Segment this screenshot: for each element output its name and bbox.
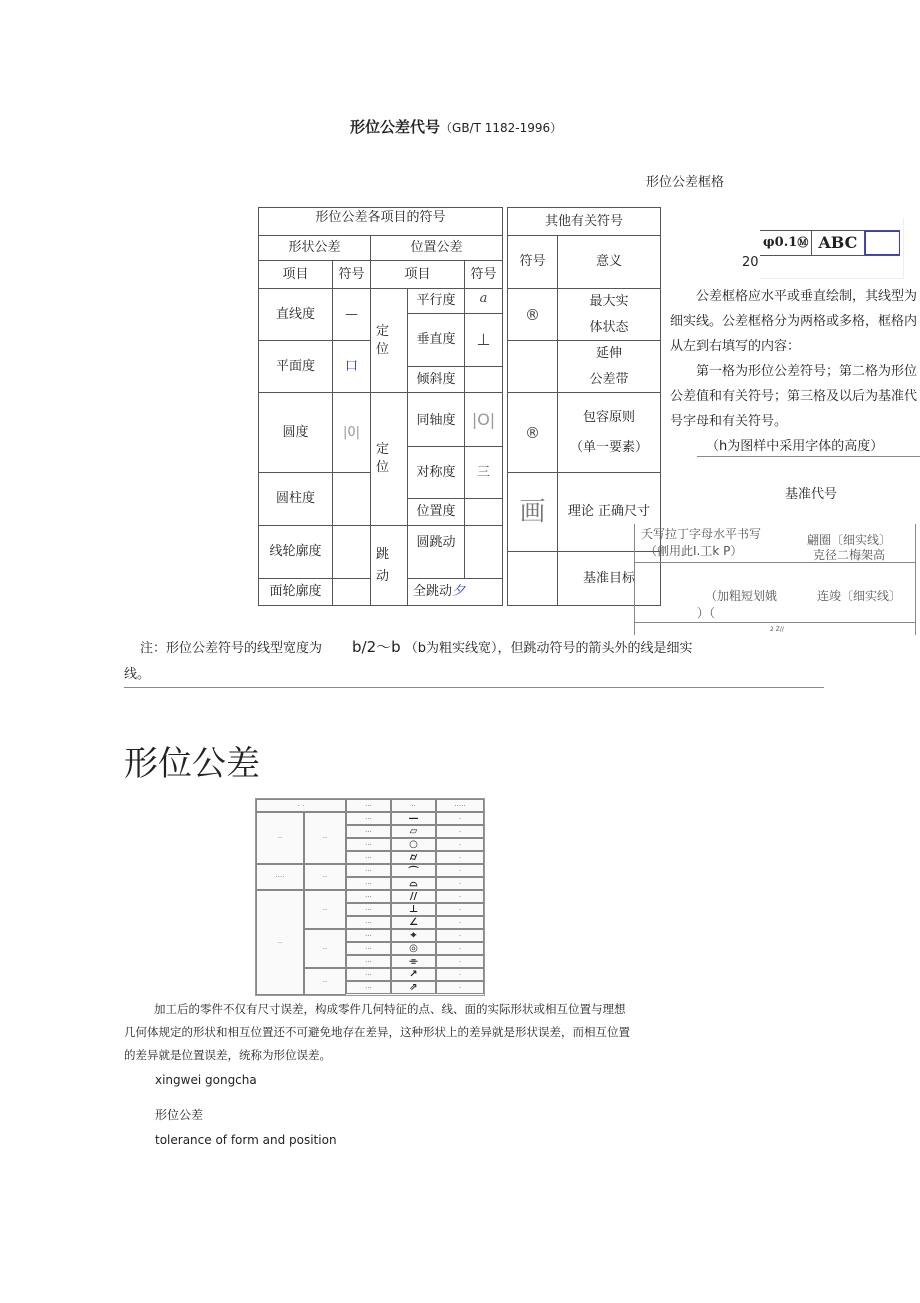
- group-runout: 跳 动: [370, 525, 408, 606]
- frame-tolerance-cell: [760, 231, 812, 255]
- meaning-text: 延伸 公差带: [557, 340, 661, 393]
- image-cell: ·: [436, 955, 484, 968]
- image-cell: ···: [346, 851, 391, 864]
- image-cell: ··: [256, 812, 304, 864]
- image-cell: ···: [346, 890, 391, 903]
- col-item: 项目: [370, 260, 465, 289]
- image-symbol: ▱: [391, 825, 436, 838]
- image-cell: ···: [346, 968, 391, 981]
- image-cell: ·: [436, 942, 484, 955]
- note-text: （b为粗实线宽），但跳动符号的箭头外的线是细实: [404, 641, 693, 656]
- image-cell: ···: [346, 981, 391, 994]
- datum-text: 夭写拉丁字母水平书写: [641, 527, 762, 541]
- form-item: 圆柱度: [258, 472, 333, 526]
- title-standard: （GB/T 1182-1996）: [440, 121, 563, 135]
- perpendicularity-symbol: ⊥: [464, 313, 503, 367]
- image-cell: · ·: [256, 799, 346, 812]
- height-label: 20: [742, 255, 759, 270]
- image-cell: ···: [346, 916, 391, 929]
- form-item: 直线度: [258, 288, 333, 341]
- tolerance-symbols-image: [255, 798, 485, 996]
- position-item: 圆跳动: [407, 525, 465, 579]
- image-symbol: ∠: [391, 916, 436, 929]
- image-cell: ·: [436, 903, 484, 916]
- image-cell: ·: [436, 864, 484, 877]
- position-item: 对称度: [407, 446, 465, 499]
- image-symbol: ○: [391, 838, 436, 851]
- image-symbol: ◎: [391, 942, 436, 955]
- envelope-symbol: ®: [507, 392, 558, 473]
- image-cell: ···: [346, 864, 391, 877]
- image-cell: ··: [304, 812, 346, 864]
- position-item: 位置度: [407, 498, 465, 526]
- total-runout-cell: [407, 578, 503, 606]
- image-cell: ··: [391, 799, 436, 812]
- note-text: 线。: [124, 667, 151, 682]
- image-cell: ·: [436, 929, 484, 942]
- image-cell: ···: [346, 903, 391, 916]
- image-cell: ··: [304, 890, 346, 929]
- col-symbol: 符号: [332, 260, 371, 289]
- image-cell: ··: [304, 864, 346, 890]
- datum-letters: ABC: [812, 231, 864, 255]
- section-heading: 形位公差: [124, 744, 260, 784]
- image-cell: ···: [346, 838, 391, 851]
- datum-text: （加粗短划娥: [705, 589, 778, 603]
- image-cell: ·: [436, 825, 484, 838]
- image-cell: ···: [346, 799, 391, 812]
- term-english: tolerance of form and position: [155, 1133, 337, 1147]
- datum-text: 克径二梅架高: [813, 548, 886, 562]
- col-symbol: 符号: [464, 260, 503, 289]
- form-header: 形状公差: [258, 235, 371, 261]
- group-location: 定 位: [370, 392, 408, 526]
- roundness-symbol: |0|: [332, 392, 371, 473]
- image-symbol: //: [391, 890, 436, 903]
- datum-symbol-icon: [865, 231, 901, 255]
- image-symbol: ⇗: [391, 981, 436, 994]
- col-symbol: 符号: [507, 235, 558, 289]
- term-pinyin: xingwei gongcha: [155, 1073, 257, 1087]
- line-profile-symbol: [332, 525, 371, 579]
- image-cell: ·: [436, 838, 484, 851]
- form-item: 线轮廓度: [258, 525, 333, 579]
- datum-text: 翩圈〔细实线〕: [807, 533, 892, 547]
- image-cell: ···: [346, 825, 391, 838]
- image-symbol: ⌓: [391, 877, 436, 890]
- image-cell: ·: [436, 968, 484, 981]
- form-item: 圆度: [258, 392, 333, 473]
- frame-paragraph: 第一格为形位公差符号；第二格为形位公差值和有关符号；第三格及以后为基准代号字母和有关符号。: [670, 364, 918, 429]
- image-cell: ··: [304, 929, 346, 968]
- frame-description: [670, 284, 920, 459]
- theoretical-dimension-symbol: 画: [507, 472, 558, 552]
- image-cell: ·: [436, 981, 484, 994]
- image-cell: ··: [256, 890, 304, 995]
- datum-heading: 基准代号: [785, 487, 838, 502]
- title-main: 形位公差代号: [350, 118, 441, 136]
- image-cell: ·····: [436, 799, 484, 812]
- image-cell: ·: [436, 812, 484, 825]
- modifier-symbol: Ⓜ: [797, 236, 809, 249]
- image-cell: ·: [436, 916, 484, 929]
- surface-profile-symbol: [332, 578, 371, 606]
- page-title: [350, 116, 562, 137]
- other-table-header: 其他有关符号: [507, 207, 661, 236]
- image-symbol: ⊥: [391, 903, 436, 916]
- frame-row: [760, 230, 900, 256]
- meaning-text: 包容原则 （单一要素）: [557, 392, 661, 473]
- symbols-table-header: 形位公差各项目的符号: [258, 207, 503, 236]
- image-symbol: ⌯: [391, 955, 436, 968]
- position-item: 倾斜度: [407, 366, 465, 393]
- group-orientation: 定 位: [370, 288, 408, 393]
- note-line1: [140, 634, 693, 662]
- mmc-symbol: ®: [507, 288, 558, 341]
- image-symbol: ⌖: [391, 929, 436, 942]
- position-item: 全跳动: [413, 584, 453, 599]
- meaning-text: 最大实 体状态: [557, 288, 661, 341]
- symmetry-symbol: 三: [464, 446, 503, 499]
- image-symbol: ↗: [391, 968, 436, 981]
- angularity-symbol: [464, 366, 503, 393]
- position-header: 位置公差: [370, 235, 503, 261]
- image-cell: ··: [304, 968, 346, 995]
- image-cell: ···: [346, 942, 391, 955]
- image-cell: ···: [346, 955, 391, 968]
- image-cell: ···: [346, 812, 391, 825]
- datum-footer: 2 Z//: [770, 626, 784, 633]
- form-item: 平面度: [258, 340, 333, 393]
- datum-target-symbol: [507, 551, 558, 606]
- image-cell: ····: [256, 864, 304, 890]
- datum-text: （劊用此I.工k P）: [645, 544, 743, 558]
- note-text: 注：形位公差符号的线型宽度为: [140, 641, 323, 656]
- image-symbol: ⌭: [391, 851, 436, 864]
- datum-text: ）（: [697, 606, 716, 620]
- tolerance-frame-image: [760, 218, 904, 279]
- frame-note: （h为图样中采用字体的高度）: [706, 439, 884, 454]
- circular-runout-symbol: [464, 525, 503, 579]
- col-item: 项目: [258, 260, 333, 289]
- position-item: 同轴度: [407, 392, 465, 447]
- straightness-symbol: —: [332, 288, 371, 341]
- term-chinese: 形位公差: [155, 1108, 204, 1122]
- datum-box: [634, 524, 916, 635]
- parallelism-symbol: a: [464, 288, 503, 314]
- image-symbol: —: [391, 812, 436, 825]
- divider: [124, 687, 824, 688]
- note-formula: b/2～b: [352, 638, 401, 656]
- divider: [635, 562, 915, 563]
- image-cell: ·: [436, 851, 484, 864]
- image-cell: ·: [436, 877, 484, 890]
- image-cell: ·: [436, 890, 484, 903]
- projected-zone-symbol: [507, 340, 558, 393]
- frame-paragraph: 公差框格应水平或垂直绘制，其线型为细实线。公差框格分为两格或多格，框格内从左到右填写的内容：: [670, 289, 918, 354]
- meaning-text: 基准目标: [557, 551, 661, 606]
- image-cell: ···: [346, 929, 391, 942]
- body-paragraph: 加工后的零件不仅有尺寸误差，构成零件几何特征的点、线、面的实际形状或相互位置与理想几何体规定的形状和相互位置还不可避免地存在差异，这种形状上的差异就是形状误差，而相互位置的差异就是位置误差，统称为形位误差。: [124, 1002, 630, 1062]
- image-symbol: ⌒: [391, 864, 436, 877]
- concentricity-symbol: |O|: [464, 392, 503, 447]
- image-cell: ···: [346, 877, 391, 890]
- position-symbol: [464, 498, 503, 526]
- divider: [697, 456, 920, 457]
- datum-text: 连竣〔细实线〕: [817, 589, 902, 603]
- cylindricity-symbol: [332, 472, 371, 526]
- flatness-symbol: 口: [332, 340, 371, 393]
- total-runout-symbol: 夕: [452, 584, 466, 599]
- col-meaning: 意义: [557, 235, 661, 289]
- form-item: 面轮廓度: [258, 578, 333, 606]
- position-item: 垂直度: [407, 313, 465, 367]
- position-item: 平行度: [407, 288, 465, 314]
- tolerance-value: φ0.1: [762, 235, 798, 250]
- frame-heading: 形位公差框格: [646, 175, 725, 190]
- meaning-text: 理论 正确尺寸: [557, 472, 661, 552]
